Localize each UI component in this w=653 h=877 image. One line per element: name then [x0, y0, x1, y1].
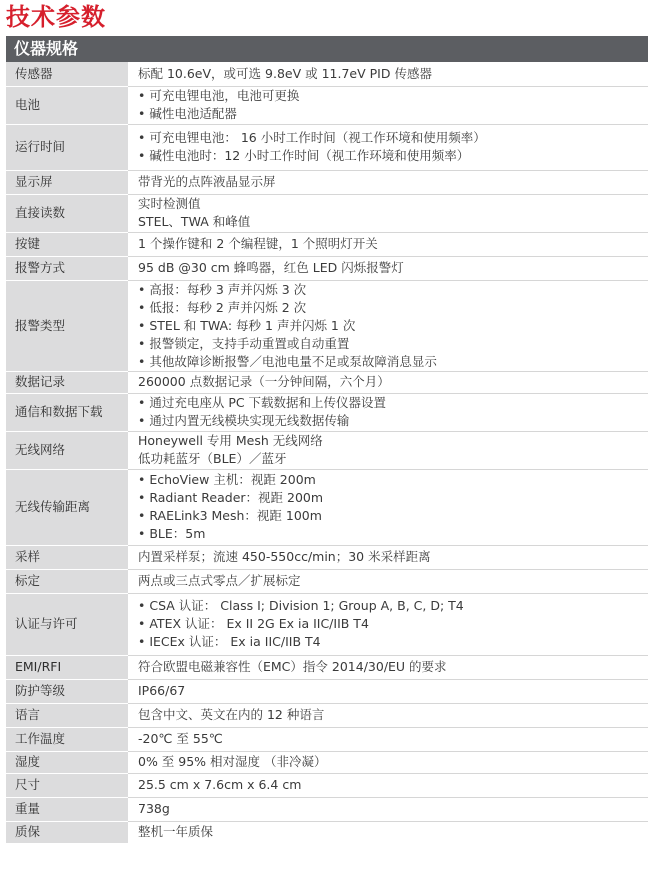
spec-label: 质保	[6, 821, 128, 843]
spec-value-line: 包含中文、英文在内的 12 种语言	[138, 707, 325, 722]
spec-label: 认证与许可	[6, 593, 128, 655]
spec-row	[6, 593, 648, 655]
spec-value-line: • 碱性电池适配器	[138, 106, 237, 121]
spec-value-line: • 低报：每秒 2 声并闪烁 2 次	[138, 299, 307, 315]
spec-value-line: 实时检测值	[138, 196, 201, 211]
spec-label: 防护等级	[6, 679, 128, 703]
spec-label: 运行时间	[6, 124, 128, 170]
spec-value	[128, 569, 648, 593]
spec-row	[6, 431, 648, 469]
spec-label: 工作温度	[6, 727, 128, 751]
spec-value-line: • 报警锁定，支持手动重置或自动重置	[138, 335, 350, 351]
spec-row	[6, 569, 648, 593]
spec-label: 电池	[6, 86, 128, 124]
spec-value	[128, 703, 648, 727]
spec-value-line: STEL、TWA 和峰值	[138, 214, 251, 229]
spec-row	[6, 371, 648, 393]
spec-row	[6, 655, 648, 679]
spec-value-line: 738g	[138, 801, 170, 816]
spec-row	[6, 797, 648, 821]
spec-value-line: 0% 至 95% 相对湿度 （非冷凝）	[138, 754, 327, 769]
spec-label: 采样	[6, 545, 128, 569]
spec-label: 无线传输距离	[6, 469, 128, 545]
spec-value-line: • 其他故障诊断报警／电池电量不足或泵故障消息显示	[138, 353, 437, 369]
spec-value-line: • EchoView 主机：视距 200m	[138, 472, 316, 487]
spec-value-line: • CSA 认证： Class I; Division 1; Group A, B, C, D; T4	[138, 598, 464, 613]
spec-value-line: 两点或三点式零点／扩展标定	[138, 573, 301, 588]
spec-row	[6, 703, 648, 727]
spec-row	[6, 62, 648, 86]
spec-row	[6, 821, 648, 843]
spec-value	[128, 124, 648, 170]
spec-value	[128, 679, 648, 703]
spec-value	[128, 194, 648, 232]
spec-value	[128, 393, 648, 431]
spec-value-line: 低功耗蓝牙（BLE）／蓝牙	[138, 451, 287, 466]
spec-value-line: 标配 10.6eV，或可选 9.8eV 或 11.7eV PID 传感器	[138, 65, 432, 81]
spec-value	[128, 62, 648, 86]
spec-value	[128, 655, 648, 679]
spec-value-line: 符合欧盟电磁兼容性（EMC）指令 2014/30/EU 的要求	[138, 659, 447, 674]
spec-label: 标定	[6, 569, 128, 593]
spec-value-line: Honeywell 专用 Mesh 无线网络	[138, 433, 323, 448]
spec-row	[6, 86, 648, 124]
spec-row	[6, 280, 648, 371]
spec-value-line: 带背光的点阵液晶显示屏	[138, 174, 276, 189]
spec-value-line: 95 dB @30 cm 蜂鸣器，红色 LED 闪烁报警灯	[138, 260, 404, 275]
spec-value-line: • 通过内置无线模块实现无线数据传输	[138, 413, 350, 428]
spec-value	[128, 773, 648, 797]
spec-label: 重量	[6, 797, 128, 821]
spec-row	[6, 124, 648, 170]
spec-value	[128, 545, 648, 569]
spec-label: 尺寸	[6, 773, 128, 797]
spec-value-line: • 可充电锂电池： 16 小时工作时间（视工作环境和使用频率）	[138, 130, 486, 145]
spec-row	[6, 727, 648, 751]
spec-row	[6, 679, 648, 703]
spec-row	[6, 232, 648, 256]
spec-value	[128, 431, 648, 469]
spec-label: 报警方式	[6, 256, 128, 280]
spec-value	[128, 371, 648, 393]
spec-value-line: 25.5 cm x 7.6cm x 6.4 cm	[138, 777, 302, 792]
spec-value	[128, 232, 648, 256]
spec-value	[128, 170, 648, 194]
spec-row	[6, 469, 648, 545]
spec-value	[128, 797, 648, 821]
spec-label: 按键	[6, 232, 128, 256]
spec-row	[6, 393, 648, 431]
spec-value-line: 整机一年质保	[138, 824, 214, 840]
spec-label: 直接读数	[6, 194, 128, 232]
spec-value-line: 内置采样泵；流速 450-550cc/min；30 米采样距离	[138, 549, 431, 564]
spec-row	[6, 256, 648, 280]
spec-label: EMI/RFI	[6, 655, 128, 679]
spec-value	[128, 751, 648, 773]
spec-label: 湿度	[6, 751, 128, 773]
spec-value	[128, 256, 648, 280]
spec-label: 传感器	[6, 62, 128, 86]
spec-value-line: • 碱性电池时：12 小时工作时间（视工作环境和使用频率）	[138, 148, 470, 163]
spec-value	[128, 280, 648, 371]
spec-label: 通信和数据下载	[6, 393, 128, 431]
spec-value-line: • 通过充电座从 PC 下载数据和上传仪器设置	[138, 395, 387, 410]
spec-label: 语言	[6, 703, 128, 727]
spec-value	[128, 821, 648, 843]
spec-value-line: • RAELink3 Mesh：视距 100m	[138, 508, 322, 523]
spec-value-line: • STEL 和 TWA: 每秒 1 声并闪烁 1 次	[138, 317, 356, 333]
page-title: 技术参数	[6, 3, 106, 31]
spec-value	[128, 86, 648, 124]
spec-value-line: • 可充电锂电池，电池可更换	[138, 88, 300, 103]
spec-table	[6, 62, 648, 844]
spec-row	[6, 545, 648, 569]
spec-value	[128, 469, 648, 545]
spec-label: 无线网络	[6, 431, 128, 469]
spec-value-line: • ATEX 认证： Ex II 2G Ex ia IIC/IIB T4	[138, 616, 369, 631]
spec-value-line: • 高报：每秒 3 声并闪烁 3 次	[138, 281, 307, 297]
spec-value-line: • Radiant Reader：视距 200m	[138, 490, 324, 505]
spec-row	[6, 194, 648, 232]
spec-value-line: • IECEx 认证： Ex ia IIC/IIB T4	[138, 634, 321, 649]
spec-value-line: 1 个操作键和 2 个编程键，1 个照明灯开关	[138, 236, 378, 251]
spec-value	[128, 727, 648, 751]
spec-label: 报警类型	[6, 280, 128, 371]
spec-row	[6, 170, 648, 194]
spec-row	[6, 751, 648, 773]
spec-value-line: 260000 点数据记录（一分钟间隔，六个月）	[138, 374, 390, 389]
spec-value-line: IP66/67	[138, 683, 186, 698]
spec-label: 数据记录	[6, 371, 128, 393]
spec-row	[6, 773, 648, 797]
spec-value-line: • BLE：5m	[138, 526, 206, 541]
spec-value-line: -20℃ 至 55℃	[138, 731, 223, 746]
spec-label: 显示屏	[6, 170, 128, 194]
section-header: 仪器规格	[6, 36, 648, 62]
spec-value	[128, 593, 648, 655]
